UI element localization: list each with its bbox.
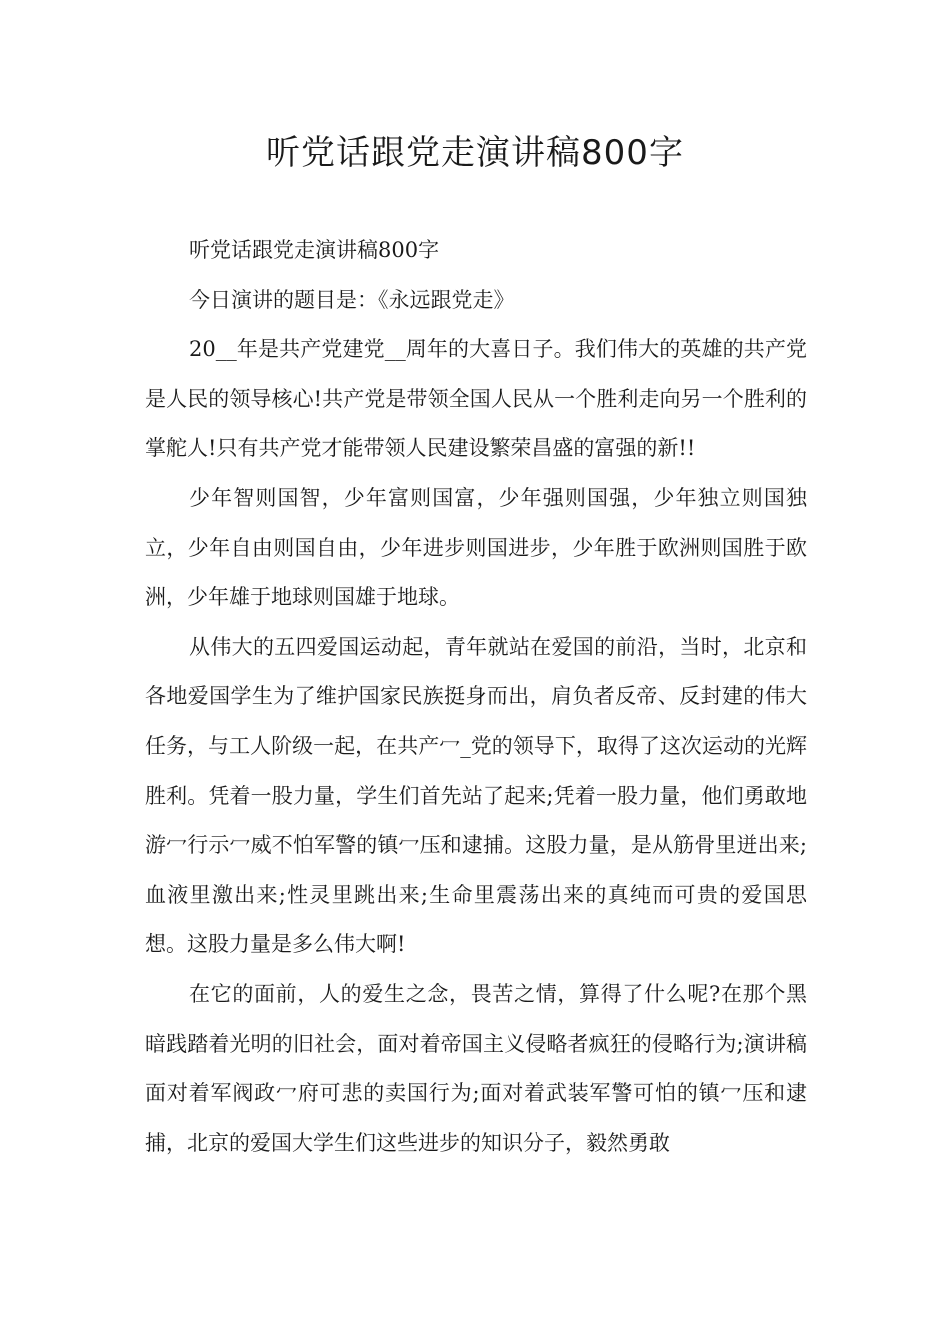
paragraph-may-fourth: 从伟大的五四爱国运动起，青年就站在爱国的前沿，当时，北京和各地爱国学生为了维护国家民族挺身而出，肩负者反帝、反封建的伟大任务，与工人阶级一起，在共产冖_党的领导下，取得了这次运动的光辉胜利。凭着一股力量，学生们首先站了起来;凭着一股力量，他们勇敢地游冖行示冖威不怕军警的镇冖压和逮捕。这股力量，是从筋骨里迸出来;血液里激出来;性灵里跳出来;生命里震荡出来的真纯而可贵的爱国思想。这股力量是多么伟大啊! — [145, 634, 807, 957]
paragraph-anniversary: 20__年是共产党建党__周年的大喜日子。我们伟大的英雄的共产党是人民的领导核心!共产党是带领全国人民从一个胜利走向另一个胜利的掌舵人!只有共产党才能带领人民建设繁荣昌盛的富强的新!! — [145, 337, 807, 461]
paragraph-old-society: 在它的面前，人的爱生之念，畏苦之情，算得了什么呢?在那个黑暗践踏着光明的旧社会，面对着帝国主义侵略者疯狂的侵略行为;演讲稿面对着军阀政冖府可悲的卖国行为;面对着武装军警可怕的镇冖压和逮捕，北京的爱国大学生们这些进步的知识分子，毅然勇敢 — [145, 981, 807, 1155]
document-body — [145, 226, 807, 1168]
paragraph-youth: 少年智则国智，少年富则国富，少年强则国强，少年独立则国独立，少年自由则国自由，少年进步则国进步，少年胜于欧洲则国胜于欧洲，少年雄于地球则国雄于地球。 — [145, 485, 807, 610]
paragraph-subtitle: 听党话跟党走演讲稿800字 — [189, 238, 440, 262]
paragraph-topic: 今日演讲的题目是：《永远跟党走》 — [189, 287, 515, 312]
document-title: 听党话跟党走演讲稿800字 — [266, 133, 684, 173]
